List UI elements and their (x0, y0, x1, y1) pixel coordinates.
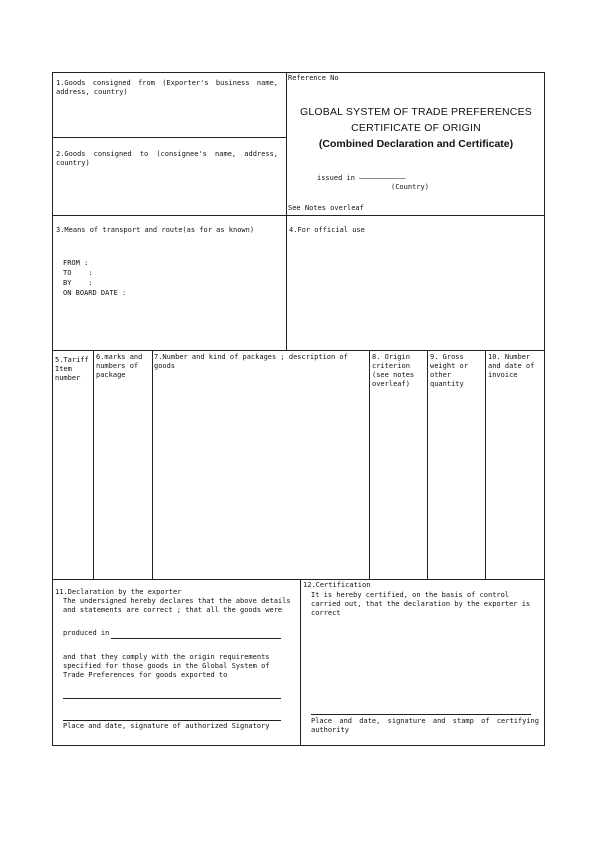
col-7-description[interactable] (152, 351, 369, 580)
exporter-signature-line[interactable] (63, 720, 281, 721)
on-board-date-label: ON BOARD DATE : (63, 289, 127, 297)
col-6-label: 6.marks and numbers of package (96, 353, 143, 379)
certifier-signature-label: Place and date, signature and stamp of certifying authority (311, 717, 539, 734)
header-box (286, 73, 544, 215)
box-3-transport[interactable] (53, 215, 286, 350)
exported-to-line[interactable] (63, 698, 281, 699)
col-8-label: 8. Origin criterion (see notes overleaf) (372, 353, 415, 388)
header-title-line1: GLOBAL SYSTEM OF TRADE PREFERENCES (299, 106, 533, 118)
produced-in-line[interactable] (111, 638, 281, 639)
reference-no-label: Reference No (288, 74, 339, 82)
issued-in-label: issued in ––––––––––– (317, 174, 406, 182)
box-11-declaration[interactable] (53, 579, 300, 745)
box-11-text2: and that they comply with the origin requirements specified for those goods in the Global System of Trade Preferences for goods exported to (63, 653, 270, 679)
box-3-label: 3.Means of transport and route(as for as known) (56, 226, 255, 234)
box-12-certification[interactable] (300, 579, 544, 745)
to-label: TO : (63, 269, 93, 277)
by-label: BY : (63, 279, 93, 287)
produced-in-label: produced in (63, 629, 110, 637)
col-5-tariff[interactable] (53, 351, 93, 580)
exporter-signature-label: Place and date, signature of authorized Signatory (63, 722, 270, 730)
box-11-label: 11.Declaration by the exporter (55, 588, 182, 596)
box-2-consignee[interactable] (53, 137, 286, 215)
col-7-label: 7.Number and kind of packages ; description of goods (154, 353, 348, 370)
box-12-text: It is hereby certified, on the basis of control carried out, that the declaration by the exporter is correct (311, 591, 531, 617)
col-5-label: 5.Tariff Item number (55, 356, 89, 382)
goods-table (53, 350, 544, 579)
box-1-exporter[interactable] (53, 73, 286, 137)
box-4-official-use[interactable] (286, 215, 544, 350)
box-11-text1: The undersigned hereby declares that the above details and statements are correct ; that all the goods were (63, 597, 291, 614)
country-label: (Country) (391, 183, 429, 191)
certifier-signature-line[interactable] (311, 714, 531, 715)
from-label: FROM : (63, 259, 89, 267)
box-2-label: 2.Goods consigned to (consignee's name, address, country) (56, 150, 278, 167)
certificate-form (52, 72, 545, 746)
box-12-label: 12.Certification (303, 581, 371, 589)
see-notes-label: See Notes overleaf (288, 204, 364, 212)
col-8-origin[interactable] (369, 351, 427, 580)
box-1-label: 1.Goods consigned from (Exporter's business name, address, country) (56, 79, 278, 96)
col-10-invoice[interactable] (485, 351, 544, 580)
header-title-line2: CERTIFICATE OF ORIGIN (351, 122, 481, 134)
col-9-weight[interactable] (427, 351, 485, 580)
col-9-label: 9. Gross weight or other quantity (430, 353, 468, 388)
header-title-line3: (Combined Declaration and Certificate) (318, 138, 514, 150)
box-4-label: 4.For official use (289, 226, 365, 234)
col-10-label: 10. Number and date of invoice (488, 353, 535, 379)
col-6-marks[interactable] (93, 351, 152, 580)
